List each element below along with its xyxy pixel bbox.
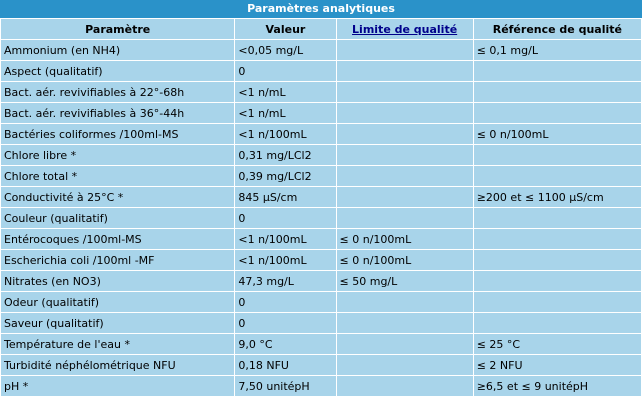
header-parametre: Paramètre (1, 19, 234, 39)
cell-limite: ≤ 0 n/100mL (337, 229, 473, 249)
cell-valeur: <0,05 mg/L (235, 40, 335, 60)
cell-parametre: Chlore total * (1, 166, 234, 186)
header-limite-link[interactable]: Limite de qualité (337, 19, 473, 39)
cell-limite (337, 313, 473, 333)
cell-reference (474, 61, 641, 81)
cell-parametre: Bact. aér. revivifiables à 22°-68h (1, 82, 234, 102)
analysis-table (0, 18, 642, 397)
cell-parametre: Saveur (qualitatif) (1, 313, 234, 333)
cell-reference (474, 145, 641, 165)
cell-valeur: 47,3 mg/L (235, 271, 335, 291)
header-reference: Référence de qualité (474, 19, 641, 39)
cell-valeur: 0,18 NFU (235, 355, 335, 375)
cell-reference: ≤ 0,1 mg/L (474, 40, 641, 60)
header-row (1, 19, 641, 39)
cell-valeur: <1 n/mL (235, 103, 335, 123)
table-row (1, 229, 641, 249)
table-row (1, 187, 641, 207)
cell-parametre: Odeur (qualitatif) (1, 292, 234, 312)
cell-valeur: <1 n/mL (235, 82, 335, 102)
cell-limite (337, 355, 473, 375)
cell-reference: ≤ 2 NFU (474, 355, 641, 375)
cell-reference: ≥200 et ≤ 1100 µS/cm (474, 187, 641, 207)
cell-parametre: Entérocoques /100ml-MS (1, 229, 234, 249)
cell-parametre: Escherichia coli /100ml -MF (1, 250, 234, 270)
cell-parametre: Ammonium (en NH4) (1, 40, 234, 60)
cell-limite (337, 292, 473, 312)
cell-reference: ≥6,5 et ≤ 9 unitépH (474, 376, 641, 396)
cell-limite (337, 124, 473, 144)
cell-reference (474, 166, 641, 186)
cell-limite (337, 82, 473, 102)
cell-limite (337, 376, 473, 396)
cell-valeur: 0 (235, 208, 335, 228)
cell-reference (474, 292, 641, 312)
cell-valeur: 0 (235, 61, 335, 81)
cell-limite (337, 103, 473, 123)
table-row (1, 145, 641, 165)
cell-reference: ≤ 25 °C (474, 334, 641, 354)
cell-valeur: 0 (235, 292, 335, 312)
cell-limite (337, 208, 473, 228)
cell-parametre: Chlore libre * (1, 145, 234, 165)
cell-valeur: <1 n/100mL (235, 250, 335, 270)
cell-valeur: 0,31 mg/LCl2 (235, 145, 335, 165)
cell-limite (337, 145, 473, 165)
panel-title: Paramètres analytiques (0, 0, 642, 19)
cell-valeur: <1 n/100mL (235, 124, 335, 144)
cell-reference (474, 82, 641, 102)
table-row (1, 82, 641, 102)
table-row (1, 355, 641, 375)
cell-reference (474, 103, 641, 123)
cell-valeur: 845 µS/cm (235, 187, 335, 207)
table-row (1, 166, 641, 186)
cell-limite (337, 187, 473, 207)
cell-reference (474, 229, 641, 249)
cell-parametre: Conductivité à 25°C * (1, 187, 234, 207)
cell-valeur: 0,39 mg/LCl2 (235, 166, 335, 186)
cell-limite (337, 61, 473, 81)
table-row (1, 208, 641, 228)
table-row (1, 313, 641, 333)
table-row (1, 40, 641, 60)
cell-parametre: pH * (1, 376, 234, 396)
cell-parametre: Bact. aér. revivifiables à 36°-44h (1, 103, 234, 123)
cell-reference (474, 271, 641, 291)
cell-reference: ≤ 0 n/100mL (474, 124, 641, 144)
table-row (1, 250, 641, 270)
table-row (1, 334, 641, 354)
cell-parametre: Couleur (qualitatif) (1, 208, 234, 228)
cell-parametre: Aspect (qualitatif) (1, 61, 234, 81)
cell-parametre: Turbidité néphélométrique NFU (1, 355, 234, 375)
cell-parametre: Nitrates (en NO3) (1, 271, 234, 291)
cell-limite: ≤ 0 n/100mL (337, 250, 473, 270)
cell-valeur: <1 n/100mL (235, 229, 335, 249)
cell-limite (337, 334, 473, 354)
table-row (1, 292, 641, 312)
table-row (1, 124, 641, 144)
cell-valeur: 7,50 unitépH (235, 376, 335, 396)
cell-parametre: Température de l'eau * (1, 334, 234, 354)
cell-limite: ≤ 50 mg/L (337, 271, 473, 291)
cell-reference (474, 208, 641, 228)
cell-limite (337, 166, 473, 186)
cell-reference (474, 250, 641, 270)
table-row (1, 376, 641, 396)
table-body (1, 40, 641, 396)
table-row (1, 61, 641, 81)
table-row (1, 271, 641, 291)
cell-reference (474, 313, 641, 333)
cell-parametre: Bactéries coliformes /100ml-MS (1, 124, 234, 144)
cell-valeur: 9,0 °C (235, 334, 335, 354)
table-row (1, 103, 641, 123)
cell-valeur: 0 (235, 313, 335, 333)
header-valeur: Valeur (235, 19, 335, 39)
cell-limite (337, 40, 473, 60)
